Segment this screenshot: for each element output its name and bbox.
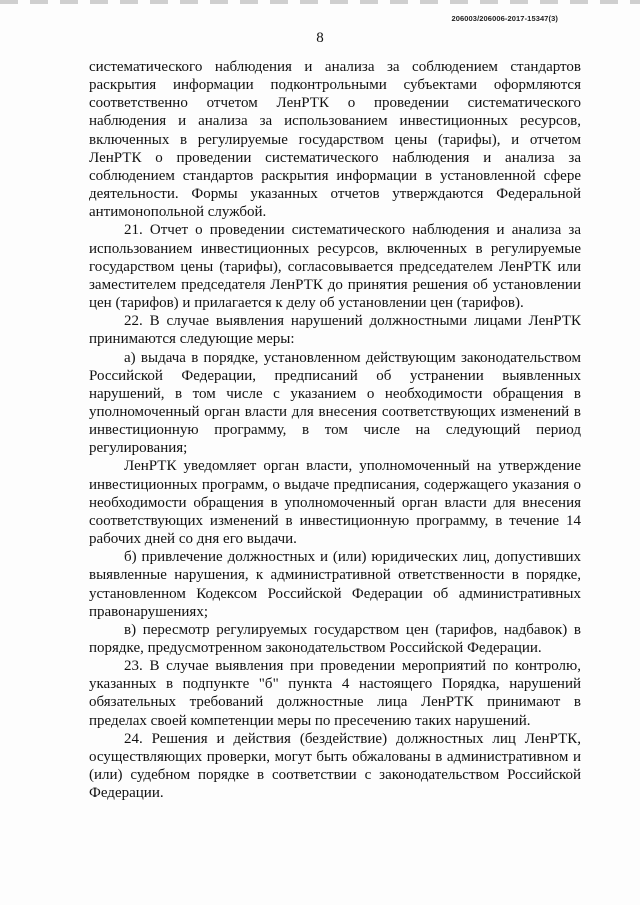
paragraph-23: 23. В случае выявления при проведении мероприятий по контролю, указанных в подпункте "б" пункта 4 настоящего Порядка, нарушений обязательных требований должностные лица ЛенРТК принимают в пределах своей компетенции меры по пресечению таких нарушений. xyxy=(89,658,581,729)
paragraph-22-a: а) выдача в порядке, установленном действующим законодательством Российской Федерации, предписаний об устранении выявленных нарушений, в том числе с указанием о необходимости обращения в уполномоченный орган власти для внесения соответствующих изменений в инвестиционную программу, в том числе на следующий период регулирования; xyxy=(89,349,581,457)
paragraph-21: 21. Отчет о проведении систематического наблюдения и анализа за использованием инвестиционных ресурсов, включенных в регулируемые государством цены (тарифы), согласовывается председателем ЛенРТК или заместителем председателя ЛенРТК до принятия решения об установлении цен (тарифов) и прилагается к делу об установлении цен (тарифов). xyxy=(89,222,581,312)
paragraph-22-a-notice: ЛенРТК уведомляет орган власти, уполномоченный на утверждение инвестиционных программ, о выдаче предписания, содержащего указания о необходимости обращения в уполномоченный орган власти для внесения соответствующих изменений в инвестиционную программу, в течение 14 рабочих дней со дня его выдачи. xyxy=(89,458,581,548)
paragraph-22-b: б) привлечение должностных и (или) юридических лиц, допустивших выявленные нарушения, к административной ответственности в порядке, установленном Кодексом Российской Федерации об административных правонарушениях; xyxy=(89,549,581,620)
paragraph-22: 22. В случае выявления нарушений должностными лицами ЛенРТК принимаются следующие меры: xyxy=(89,313,581,348)
scan-top-edge xyxy=(0,0,640,4)
paragraph-24: 24. Решения и действия (бездействие) должностных лиц ЛенРТК, осуществляющих проверки, могут быть обжалованы в административном и (или) судебном порядке в соответствии с законодательством Российской Федерации. xyxy=(89,730,581,802)
document-body xyxy=(89,58,581,802)
document-id: 206003/206006-2017-15347(3) xyxy=(451,14,558,23)
paragraph-continuation: систематического наблюдения и анализа за соблюдением стандартов раскрытия информации подконтрольными субъектами оформляются соответственно отчетом ЛенРТК о проведении систематического наблюдения и анализа за использованием инвестиционных ресурсов, включенных в регулируемые государством цены (тарифы), и отчетом ЛенРТК о проведении систематического наблюдения и анализа за соблюдением стандартов раскрытия информации в установленной сфере деятельности. Формы указанных отчетов утверждаются Федеральной антимонопольной службой. xyxy=(89,59,581,221)
paragraph-22-v: в) пересмотр регулируемых государством цен (тарифов, надбавок) в порядке, предусмотренном законодательством Российской Федерации. xyxy=(89,621,581,656)
page-number: 8 xyxy=(316,30,324,46)
